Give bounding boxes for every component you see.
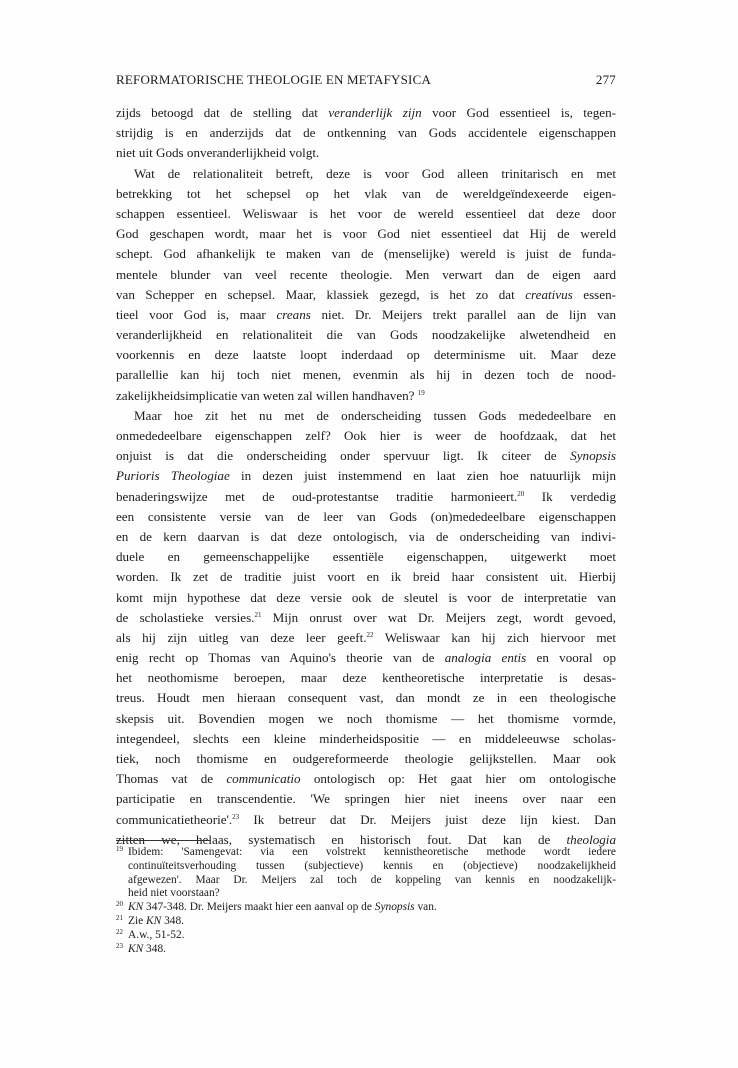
text-run: onmededeelbare eigenschappen zelf? Ook hier is weer de hoofdzaak, dat het	[116, 428, 616, 443]
text-run: Thomas vat de	[116, 771, 227, 787]
footnote-number	[116, 846, 128, 901]
text-line	[116, 628, 616, 648]
footnote-marker: 22	[116, 927, 123, 936]
footnote	[116, 915, 616, 929]
text-line	[116, 507, 616, 527]
italic-text: creans	[276, 306, 311, 322]
text-line	[116, 487, 616, 507]
footnote-line	[128, 846, 616, 860]
footnote-number	[116, 901, 128, 915]
text-line	[116, 265, 616, 285]
footnote-text	[128, 915, 616, 929]
italic-text: analogia entis	[444, 650, 527, 666]
text-line	[116, 345, 616, 365]
text-line	[116, 204, 616, 224]
text-run: niet. Dr. Meijers trekt parallel aan de lijn van	[310, 306, 616, 322]
text-run: betrekking tot het schepsel op het vlak van de wereldgeïndexeerde eigen-	[116, 185, 616, 201]
text-line	[116, 709, 616, 729]
footnote-ref: 21	[254, 610, 262, 619]
text-line	[116, 547, 616, 567]
text-line	[116, 325, 616, 345]
text-run: Maar hoe zit het nu met de onderscheiding tussen Gods mededeelbare en	[134, 407, 616, 423]
footnote-marker: 19	[116, 845, 123, 853]
text-run: skepsis uit. Bovendien mogen we noch thomisme — het thomisme vormde,	[116, 710, 616, 726]
text-run: enig recht op Thomas van Aquino's theorie van de	[116, 650, 445, 666]
text-run: onjuist is dat die onderscheiding onder spervuur ligt. Ik citeer de	[116, 448, 571, 464]
text-run: niet uit Gods onveranderlijkheid volgt.	[116, 145, 320, 161]
text-run: van Schepper en schepsel. Maar, klassiek gezegd, is het zo dat	[116, 286, 526, 302]
text-run: als hij zijn uitleg van deze leer geeft.	[116, 629, 367, 645]
running-header	[116, 72, 616, 88]
text-line	[116, 446, 616, 466]
text-run: Weliswaar kan hij zich hiervoor met	[373, 629, 616, 645]
text-run: de scholastieke versies.	[116, 609, 255, 625]
text-run: zijds betoogd dat de stelling dat	[116, 105, 329, 120]
italic-text: creativus	[525, 286, 573, 302]
text-line	[116, 588, 616, 608]
text-line	[116, 466, 616, 486]
text-run: veranderlijkheid en relationaliteit die van Gods noodzakelijke alwetendheid en	[116, 327, 616, 343]
text-run: participatie en transcendentie. 'We springen hier niet ineens over naar een	[116, 791, 616, 807]
text-run: benaderingswijze met de oud-protestantse traditie harmonieert.	[116, 488, 518, 504]
text-line	[116, 224, 616, 244]
text-run: Zie	[128, 914, 147, 927]
text-run: afgewezen'. Maar Dr. Meijers zal toch de koppeling van kennis en noodzakelijk-	[128, 873, 616, 886]
italic-text: Purioris Theologiae	[116, 468, 230, 484]
text-run: God geschapen wordt, maar het is voor God niet essentieel dat Hij de wereld	[116, 226, 616, 242]
italic-text: theologia	[566, 831, 616, 847]
italic-text: KN	[146, 914, 162, 927]
text-run: essen-	[572, 286, 616, 302]
footnote-marker: 21	[116, 913, 123, 922]
text-run: A.w., 51-52.	[128, 928, 185, 941]
text-run: en de kern daarvan is dat deze ontologisch, via de onderscheiding van indivi-	[116, 528, 616, 544]
text-run: treus. Houdt men hieraan consequent vast, dan mondt ze in een theologische	[116, 690, 616, 706]
text-line	[116, 810, 616, 830]
footnote-line	[128, 887, 616, 901]
text-run: duele en gemeenschappelijke essentiële eigenschappen, uitgewerkt moet	[116, 549, 616, 565]
footnote-rule	[116, 840, 210, 841]
text-line	[116, 567, 616, 587]
text-line	[116, 103, 616, 123]
text-run: continuïteitsverhouding tussen (subjectieve) kennis en (objectieve) noodzakelijkheid	[128, 859, 616, 872]
text-run: tieel voor God is, maar	[116, 306, 277, 322]
text-run: komt mijn hypothese dat deze versie ook de sleutel is voor de interpretatie van	[116, 589, 616, 605]
body-text	[116, 103, 616, 850]
text-run: parallellie kan hij toch niet menen, evenmin als hij in dezen toch de nood-	[116, 367, 616, 383]
text-line	[116, 729, 616, 749]
running-title: REFORMATORISCHE THEOLOGIE EN METAFYSICA	[116, 72, 432, 87]
footnote-text	[128, 901, 616, 915]
italic-text: veranderlijk zijn	[328, 105, 422, 120]
footnote-text	[128, 943, 616, 957]
text-run: zitten we, helaas, systematisch en historisch fout. Dat kan de	[116, 831, 567, 847]
text-run: tiek, noch thomisme en oudgereformeerde theologie gelijkstellen. Maar ook	[116, 751, 616, 766]
footnote-marker: 23	[116, 941, 123, 950]
text-run: integendeel, slechts een kleine minderheidspositie — en middeleeuwse scholas-	[116, 730, 616, 746]
footnote-line	[128, 943, 616, 957]
italic-text: communicatio	[226, 771, 301, 787]
text-line	[116, 285, 616, 305]
text-run: voorkennis en deze laatste loopt inderdaad op determinisme uit. Maar deze	[116, 347, 616, 363]
footnote-number	[116, 943, 128, 957]
text-run: Ik verdedig	[524, 488, 616, 504]
italic-text: Synopsis	[374, 901, 415, 914]
text-run: 348.	[161, 914, 185, 927]
text-run: 347-348. Dr. Meijers maakt hier een aanval op de	[143, 901, 375, 914]
italic-text: KN	[128, 901, 144, 914]
footnote-line	[128, 915, 616, 929]
text-line	[116, 688, 616, 708]
text-run: voor God essentieel is, tegen-	[421, 105, 616, 120]
footnote	[116, 943, 616, 957]
text-line	[116, 164, 616, 184]
page-number: 277	[595, 72, 616, 87]
footnote-ref: 19	[417, 388, 425, 397]
text-run: Mijn onrust over wat Dr. Meijers zegt, wordt gevoed,	[261, 609, 616, 625]
text-run: van.	[414, 901, 437, 914]
text-run: 348.	[143, 942, 166, 955]
footnotes	[116, 846, 616, 956]
footnote-line	[128, 929, 616, 943]
text-line	[116, 305, 616, 325]
footnote-marker: 20	[116, 900, 123, 909]
text-run: heid niet voorstaan?	[128, 887, 220, 900]
text-line	[116, 426, 616, 446]
text-line	[116, 244, 616, 264]
footnote-line	[128, 860, 616, 874]
text-run: schept. God afhankelijk te maken van de (menselijke) wereld is juist de funda-	[116, 246, 616, 262]
text-run: mentele blunder van veel recente theologie. Men verwart dan de eigen aard	[116, 266, 616, 282]
text-run: Ibidem: 'Samengevat: via een volstrekt kennistheoretische methode wordt iedere	[128, 846, 616, 858]
footnote	[116, 929, 616, 943]
text-line	[116, 769, 616, 789]
text-run: worden. Ik zet de traditie juist voort en ik breid haar consistent uit. Hierbij	[116, 569, 616, 585]
text-run: Ik betreur dat Dr. Meijers juist deze lijn kiest. Dan	[239, 811, 616, 827]
footnote-text	[128, 929, 616, 943]
text-line	[116, 123, 616, 143]
text-run: schappen essentieel. Weliswaar is het voor de wereld essentieel dat deze door	[116, 205, 616, 221]
text-line	[116, 668, 616, 688]
text-run: communicatietheorie'.	[116, 811, 233, 827]
text-line	[116, 143, 616, 163]
italic-text: KN	[128, 942, 144, 955]
footnote-text	[128, 846, 616, 901]
text-line	[116, 527, 616, 547]
text-line	[116, 789, 616, 809]
text-line	[116, 365, 616, 385]
text-run: en vooral op	[526, 650, 616, 666]
italic-text: Synopsis	[570, 448, 616, 464]
footnote	[116, 846, 616, 901]
text-line	[116, 749, 616, 769]
footnote-number	[116, 915, 128, 929]
text-run: een consistente versie van de leer van Gods (on)mededeelbare eigenschappen	[116, 508, 616, 524]
text-line	[116, 386, 616, 406]
text-run: zakelijkheidsimplicatie van weten zal willen handhaven?	[116, 387, 418, 403]
text-line	[116, 184, 616, 204]
footnote-number	[116, 929, 128, 943]
text-run: strijdig is en anderzijds dat de ontkenning van Gods accidentele eigenschappen	[116, 125, 616, 141]
text-run: het neothomisme beroepen, maar deze kentheoretische interpretatie is desas-	[116, 670, 616, 686]
footnote-ref: 23	[232, 812, 240, 821]
footnote-line	[128, 901, 616, 915]
text-line	[116, 648, 616, 668]
text-line	[116, 608, 616, 628]
footnote-ref: 22	[366, 630, 374, 639]
text-line	[116, 406, 616, 426]
text-run: in dezen juist instemmend en laat zien hoe natuurlijk mijn	[229, 468, 616, 484]
text-run: ontologisch op: Het gaat hier om ontologische	[300, 771, 616, 787]
text-run: Wat de relationaliteit betreft, deze is voor God alleen trinitarisch en met	[134, 165, 616, 181]
footnote-line	[128, 874, 616, 888]
footnote-ref: 20	[517, 489, 525, 498]
footnote	[116, 901, 616, 915]
